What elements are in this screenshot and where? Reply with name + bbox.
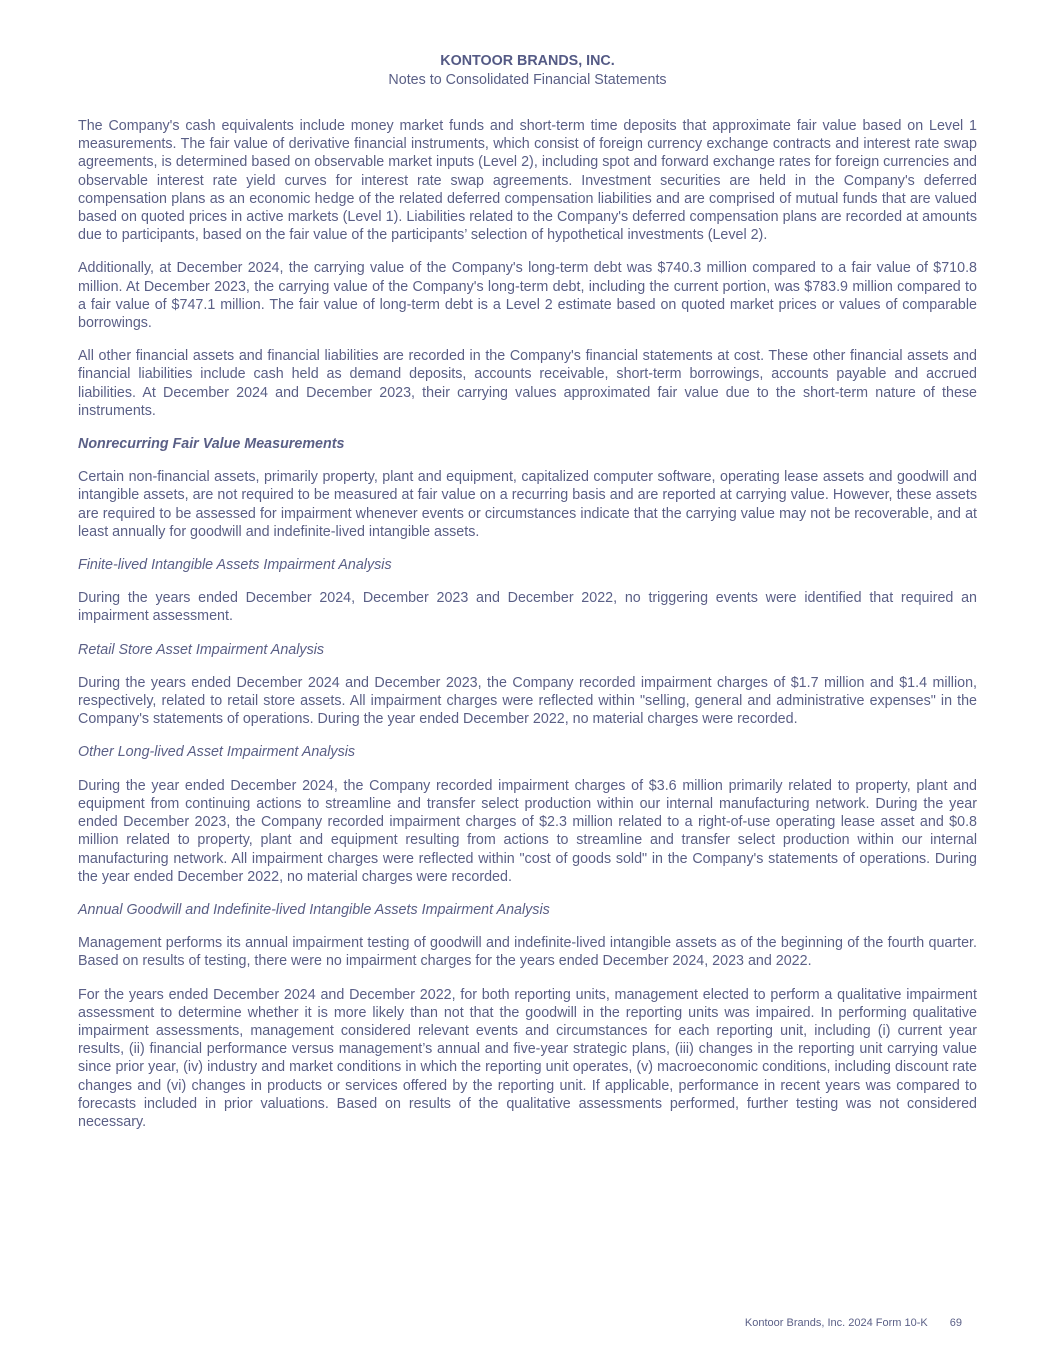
- heading-finite-lived-impairment: Finite-lived Intangible Assets Impairment Analysis: [78, 557, 392, 574]
- document-subtitle: Notes to Consolidated Financial Statements: [388, 72, 667, 88]
- paragraph-qualitative-assessment: For the years ended December 2024 and December 2022, for both reporting units, management elected to perform a qualitative impairment assessment to determine whether it is more likely than not that the goodwill in the reporting units was impaired. In performing qualitative impairment assessments, management considered relevant events and circumstances for each reporting unit, including (i) current year results, (ii) financial performance versus management’s annual and five-year strategic plans, (iii) changes in the reporting unit carrying value since prior year, (iv) industry and market conditions in which the reporting unit operates, (v) macroeconomic conditions, including discount rate changes and (vi) changes in products or services offered by the reporting unit. If applicable, performance in recent years was compared to forecasts included in prior valuations. Based on results of the qualitative assessments performed, further testing was not considered necessary.: [78, 986, 977, 1130]
- paragraph-fair-value-inputs: The Company's cash equivalents include money market funds and short-term time deposits that approximate fair value based on Level 1 measurements. The fair value of derivative financial instruments, which consist of foreign currency exchange contracts and interest rate swap agreements, is determined based on observable market inputs (Level 2), including spot and forward exchange rates for foreign currencies and observable interest rate yield curves for interest rate swap agreements. Investment securities are held in the Company's deferred compensation plans as an economic hedge of the related deferred compensation liabilities and are comprised of mutual funds that are valued based on quoted prices in active markets (Level 1). Liabilities related to the Company's deferred compensation plans are recorded at amounts due to participants, based on the fair value of the participants’ selection of hypothetical investments (Level 2).: [78, 118, 977, 244]
- page-number: 69: [949, 1317, 962, 1329]
- page-body: [78, 117, 977, 1146]
- heading-goodwill-impairment: Annual Goodwill and Indefinite-lived Intangible Assets Impairment Analysis: [78, 901, 550, 918]
- heading-other-long-lived-impairment: Other Long-lived Asset Impairment Analysis: [78, 744, 356, 761]
- paragraph-retail-store: During the years ended December 2024 and December 2023, the Company recorded impairment charges of $1.7 million and $1.4 million, respectively, related to retail store assets. All impairment charges were reflected within "selling, general and administrative expenses" in the Company's statements of operations. During the year ended December 2022, no material charges were recorded.: [78, 674, 977, 728]
- paragraph-finite-lived: During the years ended December 2024, December 2023 and December 2022, no triggering events were identified that required an impairment assessment.: [78, 590, 977, 625]
- heading-nonrecurring-fair-value: Nonrecurring Fair Value Measurements: [78, 436, 345, 453]
- paragraph-other-financial-assets: All other financial assets and financial liabilities are recorded in the Company's financial statements at cost. These other financial assets and financial liabilities include cash held as demand deposits, accounts receivable, short-term borrowings, accounts payable and accrued liabilities. At December 2024 and December 2023, their carrying values approximated fair value due to the short-term nature of these instruments.: [78, 348, 977, 419]
- page-header: [0, 52, 1055, 89]
- paragraph-nonrecurring: Certain non-financial assets, primarily property, plant and equipment, capitalized computer software, operating lease assets and goodwill and intangible assets, are not required to be measured at fair value on a recurring basis and are reported at carrying value. However, these assets are required to be assessed for impairment whenever events or circumstances indicate that the carrying value may not be recoverable, and at least annually for goodwill and indefinite-lived intangible assets.: [78, 469, 977, 540]
- footer-document-title: Kontoor Brands, Inc. 2024 Form 10-K: [744, 1317, 928, 1329]
- paragraph-other-long-lived: During the year ended December 2024, the Company recorded impairment charges of $3.6 million primarily related to property, plant and equipment from continuing actions to streamline and transfer select production within our internal manufacturing network. During the year ended December 2023, the Company recorded impairment charges of $2.3 million related to a right-of-use operating lease asset and $0.8 million related to property, plant and equipment resulting from actions to streamline and transfer select production within our internal manufacturing network. All impairment charges were reflected within "cost of goods sold" in the Company's statements of operations. During the year ended December 2022, no material charges were recorded.: [78, 777, 977, 885]
- paragraph-annual-testing: Management performs its annual impairment testing of goodwill and indefinite-lived intangible assets as of the beginning of the fourth quarter. Based on results of testing, there were no impairment charges for the years ended December 2024, 2023 and 2022.: [78, 935, 977, 970]
- company-name: KONTOOR BRANDS, INC.: [440, 53, 615, 69]
- heading-retail-store-impairment: Retail Store Asset Impairment Analysis: [78, 641, 325, 658]
- paragraph-long-term-debt: Additionally, at December 2024, the carrying value of the Company's long-term debt was $740.3 million compared to a fair value of $710.8 million. At December 2023, the carrying value of the Company's long-term debt, including the current portion, was $783.9 million compared to a fair value of $747.1 million. The fair value of long-term debt is a Level 2 estimate based on quoted market prices or values of comparable borrowings.: [78, 260, 977, 332]
- page-footer: [745, 1316, 962, 1330]
